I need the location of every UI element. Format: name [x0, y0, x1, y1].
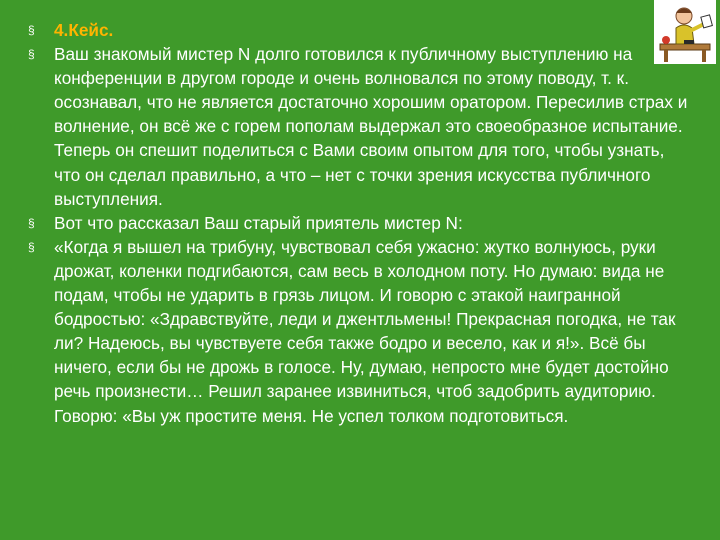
list-item — [28, 211, 688, 235]
section-sign-bullet-icon — [28, 211, 42, 235]
section-sign-bullet-icon — [28, 235, 42, 259]
paragraph-text: «Когда я вышел на трибуну, чувствовал себя ужасно: жутко волнуюсь, руки дрожат, коленки подгибаются, сам весь в холодном поту. Но думаю: вида не подам, чтобы не ударить в грязь лицом. И говорю с этакой наигранной бодростью: «Здравствуйте, леди и джентльмены! Прекрасная погодка, не так ли? Надеюсь, вы чувствуете себя также бодро и весело, как и я!». Всё бы ничего, если бы не дрожь в голосе. Ну, думаю, непросто мне будет достойно речь произнести… Решил заранее извиниться, чтоб задобрить аудиторию. Говорю: «Вы уж простите меня. Не успел толком подготовиться. — [54, 236, 676, 426]
bullet-list — [28, 18, 688, 428]
section-sign-bullet-icon — [28, 18, 42, 42]
section-sign-bullet-icon — [28, 42, 42, 66]
list-item-title — [28, 18, 688, 42]
man-at-desk-clipart-icon — [654, 0, 716, 64]
list-item — [28, 235, 688, 428]
paragraph-text: Ваш знакомый мистер N долго готовился к публичному выступлению на конференции в другом городе и очень волновался по этому поводу, т. к. осознавал, что не является достаточно хорошим оратором. Пересилив страх и волнение, он всё же с горем пополам выдержал это своеобразное испытание. Теперь он спешит поделиться с Вами своим опытом для того, чтобы узнать, что он сделал правильно, а что – нет с точки зрения искусства публичного выступления. — [54, 44, 688, 209]
slide-title: 4.Кейс. — [54, 20, 114, 40]
paragraph-text: Вот что рассказал Ваш старый приятель мистер N: — [54, 212, 463, 233]
list-item — [28, 42, 688, 211]
